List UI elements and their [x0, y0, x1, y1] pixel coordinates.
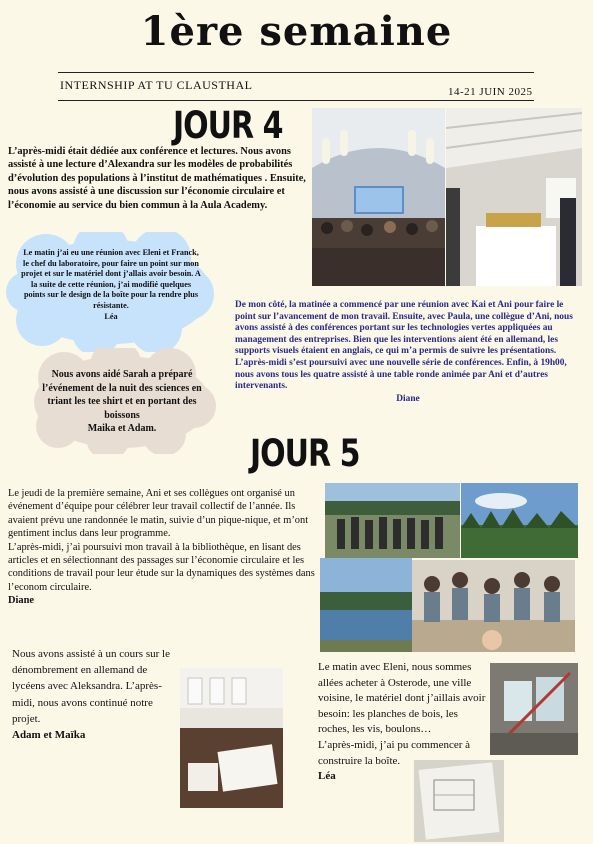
- buffet-hall-photo: [446, 108, 582, 286]
- diane-day4-paragraph2: L’après-midi s’est poursuivi avec une nouvelle série de conférences. Enfin, à 19h00, nous avons tous les quatre assisté à une table ronde animée par Ani et d’autres intervenants.: [235, 357, 567, 392]
- lea-day5-paragraph1: Le matin avec Eleni, nous sommes allées acheter à Osterode, une ville voisine, le matériel dont j’aillais avoir besoin: les planches de bois, les roches, les vis, boulons…: [318, 661, 486, 736]
- header-rule-top: [58, 72, 534, 73]
- lea-day5-paragraph2: L’après-midi, j’ai pu commencer à construire la boîte.: [318, 738, 471, 767]
- box-plan-photo: [414, 760, 504, 842]
- day5-main-text: [8, 487, 324, 608]
- diane-day4-author: Diane: [396, 393, 420, 404]
- date-range: 14-21 JUIN 2025: [448, 86, 533, 98]
- lea-day5-author: Léa: [318, 770, 336, 783]
- adam-maika-author: Adam et Maïka: [12, 729, 86, 742]
- conference-hall-photo: [312, 108, 445, 286]
- lake-photo: [320, 558, 412, 652]
- program-label: INTERNSHIP AT TU CLAUSTHAL: [60, 78, 253, 92]
- team-hike-photo: [325, 483, 460, 558]
- day5-main-paragraph1: Le jeudi de la première semaine, Ani et ses collègues ont organisé un événement d’équipe pour célébrer leur travail collectif de l’année. Ils avaient prévu une randonnée le matin, suivie d’un pique-nique, et m’ont gentiment inclus dans leur programme.: [8, 488, 309, 540]
- lea-bubble-text: Le matin j’ai eu une réunion avec Eleni et Franck, le chef du laboratoire, pour faire un point sur mon projet et sur le matériel dont j’allais avoir besoin. A la suite de cette réunion, j’ai modifié quelques points sur le design de la boîte pour la rendre plus résistante.: [21, 248, 201, 310]
- forest-photo: [461, 483, 578, 558]
- adam-maika-text: [12, 646, 174, 743]
- lea-bubble-author: Léa: [104, 311, 118, 321]
- maika-bubble-text: Nous avons aidé Sarah a préparé l’événement de la nuit des sciences en triant les tee shirt et en portant des boissons: [42, 369, 202, 421]
- lea-thought-bubble: [6, 232, 216, 352]
- day4-afternoon-text: L’après-midi était dédiée aux conférence et lectures. Nous avons assisté à une lecture d’Alexandra sur les modèles de probabilités d’évolution des populations à l’institut de mathématiques . Ensuite, nous avons assisté à une discussion sur l’économie circulaire et l’économie au service du bien commun à la Aula Academy.: [8, 146, 306, 211]
- newsletter-title: 1ère semaine: [140, 8, 453, 55]
- day5-main-paragraph2: L’après-midi, j’ai poursuivi mon travail à la bibliothèque, en lisant des articles et en sélectionnant des passages sur l’économie circulaire et les conditions de travail pour leur étude sur la dynamiques des systèmes dans l’econom circulaire.: [8, 541, 315, 593]
- maika-thought-bubble: [28, 348, 216, 454]
- day5-main-author: Diane: [8, 595, 34, 607]
- diane-day4-paragraph1: De mon côté, la matinée a commencé par une réunion avec Kai et Ani pour faire le point sur l’avancement de mon travail. Ensuite, avec Paula, une collègue d’Ani, nous avons assisté à des conférences portant sur les technologies vertes appliquées au management des entreprises. Bien que les interventions aient été en allemand, les supports visuels étaient en anglais, ce qui m’a permis de suivre les présentations.: [235, 300, 573, 357]
- day5-heading: JOUR 5: [250, 432, 360, 476]
- classroom-photo: [180, 668, 283, 808]
- materials-photo: [490, 663, 578, 755]
- day4-heading: JOUR 4: [173, 104, 283, 148]
- diane-day4-text: [235, 300, 581, 405]
- header-rule-bottom: [58, 100, 534, 101]
- picnic-photo: [412, 560, 575, 652]
- adam-maika-paragraph: Nous avons assisté à un cours sur le dénombrement en allemand de lycéens avec Aleksandra. L’après-midi, nous avons continué notre projet.: [12, 648, 170, 725]
- maika-bubble-author: Maika et Adam.: [87, 423, 157, 435]
